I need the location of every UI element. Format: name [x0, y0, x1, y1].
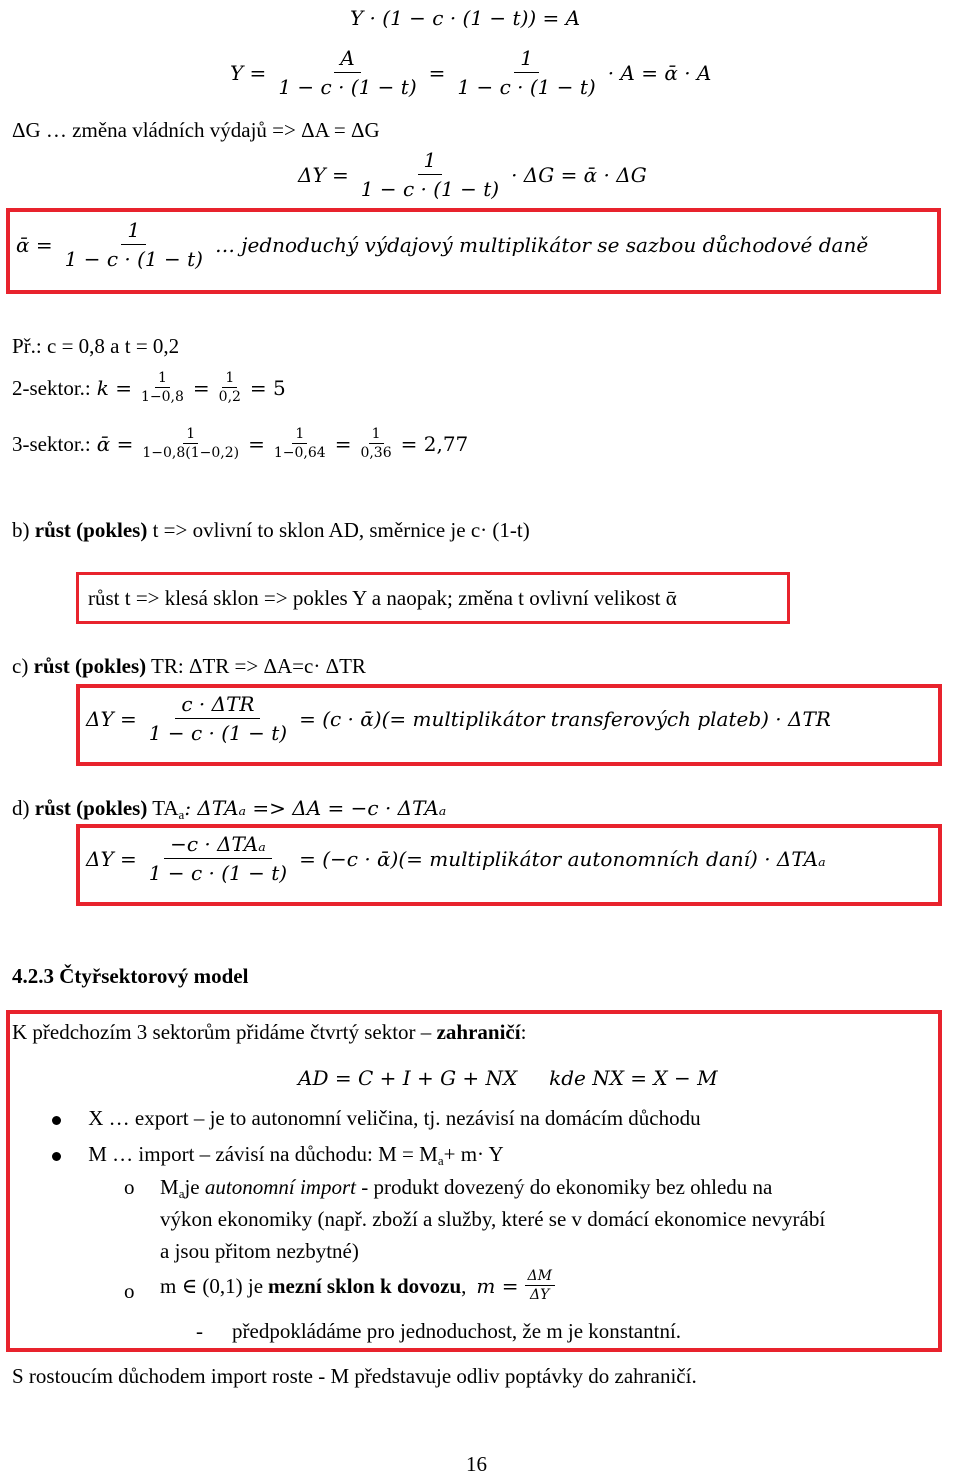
fraction [216, 370, 244, 405]
fraction [143, 692, 293, 745]
ma-line-1 [160, 1175, 940, 1206]
example-two-sector [12, 370, 286, 405]
subscript: a [437, 1153, 444, 1168]
fraction [525, 1268, 555, 1303]
section-keyword: růst (pokles) [34, 796, 148, 820]
equation-lhs: k = [96, 375, 132, 400]
fraction [143, 832, 293, 885]
equation-lhs: ᾱ = [96, 431, 134, 456]
section-heading: 4.2.3 Čtyřsektorový model [12, 964, 249, 988]
numerator: 1 [183, 426, 198, 444]
dash-marker: - [196, 1319, 203, 1343]
numerator: −c · ΔTAₐ [164, 832, 272, 859]
equation-rhs: · A = ᾱ · A [607, 60, 712, 85]
m-line [160, 1268, 561, 1303]
equation-lhs: ΔY = [86, 846, 137, 871]
subscript: a [178, 807, 185, 822]
page-number: 16 [466, 1452, 487, 1476]
section-text: TA [147, 796, 179, 820]
equation-rhs: · ΔG = ᾱ · ΔG [511, 162, 647, 187]
bullet-text: M … import – závisí na důchodu: M = M [88, 1142, 438, 1166]
equation-lhs: ΔY = [86, 706, 137, 731]
label: 3-sektor.: [12, 431, 91, 456]
numerator: 1 [418, 148, 443, 175]
denominator: 1−0,64 [273, 445, 326, 461]
alpha-description: … jednoduchý výdajový multiplikátor se sazbou důchodové daně [214, 232, 869, 257]
ma-text-end: - produkt dovezený do ekonomiky bez ohledu na [355, 1175, 773, 1199]
numerator: A [334, 46, 360, 73]
sub-bullet-marker: o [124, 1175, 135, 1199]
fraction [59, 218, 209, 271]
equation-delta-y-g [298, 148, 647, 201]
bullet-text-end: + m· Y [443, 1142, 504, 1166]
numerator: ΔM [525, 1268, 555, 1286]
section-c-line [12, 654, 366, 678]
denominator: 1 − c · (1 − t) [457, 75, 596, 99]
section-b-box-text: růst t => klesá sklon => pokles Y a naopak; změna t ovlivní velikost ᾱ [88, 586, 677, 610]
fraction [138, 370, 187, 405]
fraction [357, 426, 394, 461]
section-d-line [12, 796, 446, 827]
denominator: 0,36 [360, 445, 392, 461]
bullet-icon [52, 1152, 61, 1161]
example-intro: Př.: c = 0,8 a t = 0,2 [12, 334, 180, 358]
equation-lhs: ΔY = [298, 162, 349, 187]
result: = 5 [249, 375, 286, 400]
denominator: 1 − c · (1 − t) [360, 177, 500, 201]
ma-line-2: výkon ekonomiky (např. zboží a služby, které se v domácí ekonomice nevyrábí [160, 1207, 826, 1231]
section-text: TR: ΔTR => ΔA=c· ΔTR [146, 654, 366, 678]
alpha-definition [16, 218, 868, 271]
section-keyword: růst (pokles) [33, 654, 147, 678]
equation-rhs: = (c · ᾱ)(= multiplikátor transferových plateb) · ΔTR [299, 706, 831, 731]
denominator: ΔY [530, 1287, 550, 1303]
denominator: 1 − c · (1 − t) [148, 861, 288, 885]
section-b-line [12, 518, 530, 542]
section-keyword: růst (pokles) [34, 518, 148, 542]
numerator: 1 [121, 218, 146, 245]
bullet-export [52, 1106, 701, 1130]
equation-y-fraction [230, 46, 711, 99]
m-keyword: mezní sklon k dovozu [268, 1273, 462, 1298]
numerator: 1 [292, 426, 307, 444]
section-c-equation [86, 692, 831, 745]
ma-symbol: M [160, 1175, 179, 1199]
ma-text: je [184, 1175, 205, 1199]
m-text: m ∈ (0,1) je [160, 1273, 264, 1298]
equation-lhs: m = [476, 1273, 519, 1298]
ad-equation: AD = C + I + G + NX kde NX = X − M [298, 1066, 718, 1090]
section-text: t => ovlivní to sklon AD, směrnice je c· (1-t) [147, 518, 530, 542]
sub-bullet-marker: o [124, 1279, 135, 1303]
denominator: 1 − c · (1 − t) [64, 247, 203, 271]
section-formula: : ΔTAₐ => ΔA = −c · ΔTAₐ [184, 796, 447, 820]
denominator: 1−0,8(1−0,2) [142, 445, 240, 461]
numerator: 1 [222, 370, 237, 388]
section-prefix: b) [12, 518, 35, 542]
equals: = [428, 60, 446, 85]
ma-italic: autonomní import [204, 1175, 356, 1199]
subscript: a [178, 1186, 185, 1201]
bullet-import [52, 1142, 504, 1173]
denominator: 1−0,8 [140, 389, 184, 405]
closing-sentence: S rostoucím důchodem import roste - M představuje odliv poptávky do zahraničí. [12, 1364, 697, 1388]
fraction [139, 426, 242, 461]
fraction [272, 46, 422, 99]
equation-y-times: Y · (1 − c · (1 − t)) = A [350, 6, 581, 30]
label: 2-sektor.: [12, 375, 91, 400]
numerator: 1 [155, 370, 170, 388]
equals: = [192, 375, 210, 400]
bullet-text: X … export – je to autonomní veličina, tj. nezávisí na domácím důchodu [88, 1106, 701, 1130]
intro-keyword: zahraničí [436, 1020, 521, 1044]
denominator: 0,2 [218, 389, 241, 405]
fraction [271, 426, 329, 461]
equation-lhs: ᾱ = [16, 232, 53, 257]
bullet-icon [52, 1116, 61, 1125]
section-prefix: c) [12, 654, 34, 678]
section-d-equation [86, 832, 826, 885]
denominator: 1 − c · (1 − t) [148, 721, 288, 745]
numerator: c · ΔTR [175, 692, 260, 719]
example-three-sector [12, 426, 468, 461]
denominator: 1 − c · (1 − t) [278, 75, 417, 99]
intro-text: K předchozím 3 sektorům přidáme čtvrtý sektor – [12, 1020, 437, 1044]
section-prefix: d) [12, 796, 35, 820]
four-sector-intro [12, 1020, 526, 1044]
delta-g-line: ΔG … změna vládních výdajů => ΔA = ΔG [12, 118, 380, 142]
equals: = [248, 431, 265, 456]
ma-line-3: a jsou přitom nezbytné) [160, 1239, 359, 1263]
result: = 2,77 [400, 431, 469, 456]
numerator: 1 [514, 46, 539, 73]
fraction [451, 46, 601, 99]
intro-colon: : [520, 1020, 527, 1044]
numerator: 1 [369, 426, 384, 444]
equals: = [334, 431, 352, 456]
constant-note: předpokládáme pro jednoduchost, že m je konstantní. [232, 1319, 682, 1343]
equation-rhs: = (−c · ᾱ)(= multiplikátor autonomních daní) · ΔTAₐ [299, 846, 826, 871]
m-comma: , [461, 1273, 467, 1298]
equation-lhs: Y = [230, 60, 267, 85]
fraction [355, 148, 505, 201]
